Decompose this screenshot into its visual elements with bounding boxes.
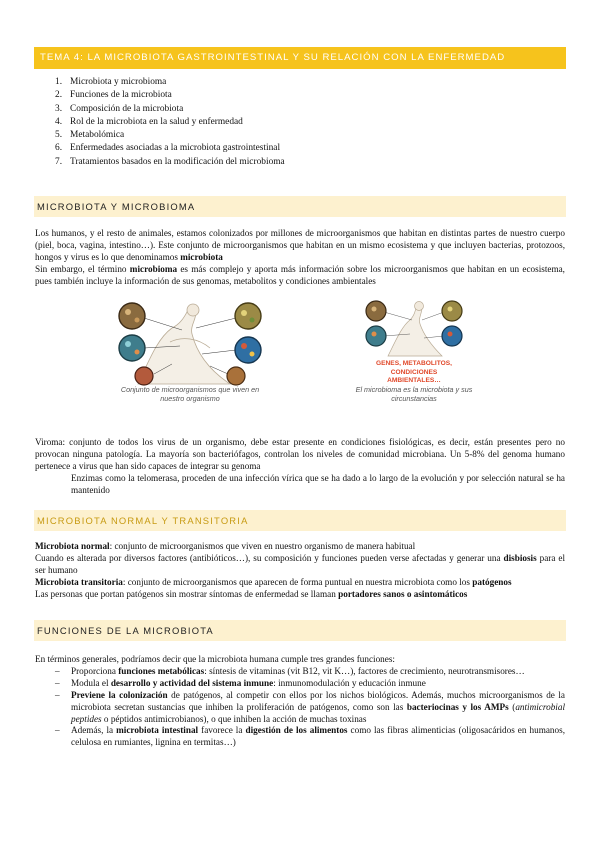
toc-item: 2. Funciones de la microbiota bbox=[55, 90, 172, 101]
section-heading-microbiota-microbioma: MICROBIOTA Y MICROBIOMA bbox=[34, 196, 566, 217]
figure-label: GENES, METABOLITOS, CONDICIONES AMBIENTALES… bbox=[376, 360, 452, 384]
section-microbiota-normal bbox=[35, 541, 565, 601]
paragraph: Microbiota transitoria: conjunto de microorganismos que aparecen de forma puntual en nuestra microbiota como los patógenos bbox=[35, 576, 512, 587]
microbiota-illustration bbox=[110, 298, 270, 386]
table-of-contents bbox=[55, 76, 285, 169]
toc-item: 1. Microbiota y microbioma bbox=[55, 77, 167, 87]
paragraph: Microbiota normal: conjunto de microorganismos que viven en nuestro organismo de manera habitual bbox=[35, 541, 416, 551]
functions-list bbox=[35, 666, 565, 749]
toc-item: 4. Rol de la microbiota en la salud y enfermedad bbox=[55, 116, 243, 127]
figure-caption: El microbioma es la microbiota y sus circunstancias bbox=[355, 385, 473, 403]
paragraph: Los humanos, y el resto de animales, estamos colonizados por millones de microorganismos que habitan en distintas partes de nuestro cuerpo (piel, boca, vagina, intestino…). Este conjunto de microorganismos que habitan en un mismo ecosistema y que incluyen bacterias, protozoos, hongos y virus es lo que denominamos microbiota bbox=[35, 228, 565, 262]
paragraph: Las personas que portan patógenos sin mostrar síntomas de enfermedad se llaman portadores sanos o asintomáticos bbox=[35, 588, 468, 599]
microbioma-illustration bbox=[362, 298, 466, 358]
section-heading-microbiota-normal-transitoria: MICROBIOTA NORMAL Y TRANSITORIA bbox=[34, 510, 566, 531]
paragraph: Cuando es alterada por diversos factores (antibióticos…), su composición y funciones pueden verse afectadas y generar una disbiosis para el ser humano bbox=[35, 552, 565, 575]
toc-item: 7. Tratamientos basados en la modificación del microbioma bbox=[55, 156, 285, 167]
list-item: – Además, la microbiota intestinal favorece la digestión de los alimentos como las fibras alimenticias (oligosacáridos en humanos, celulosa en rumiantes, lignina en termitas…) bbox=[55, 725, 565, 748]
paragraph: Viroma: conjunto de todos los virus de un organismo, debe estar presente en condiciones fisiológicas, es decir, están presentes pero no provocan ninguna patología. La mayoría son bacteriófagos, controlan los niveles de comunidad microbiana. Un 5-8% del genoma humano pertenece a virus que han sido capaces de integrar su genoma bbox=[35, 437, 565, 471]
figure-caption: Conjunto de microorganismos que viven en nuestro organismo bbox=[120, 385, 260, 403]
section-heading-funciones: FUNCIONES DE LA MICROBIOTA bbox=[34, 620, 566, 641]
viroma-paragraph bbox=[35, 437, 565, 497]
toc-item: 3. Composición de la microbiota bbox=[55, 103, 184, 114]
list-item: – Proporciona funciones metabólicas: síntesis de vitaminas (vit B12, vit K…), factores de crecimiento, neurotransmisores… bbox=[55, 665, 525, 676]
list-item: – Modula el desarrollo y actividad del sistema inmune: inmunomodulación y educación inmune bbox=[55, 677, 426, 688]
paragraph: Sin embargo, el término microbioma es más complejo y aporta más información sobre los microorganismos que habitan en un ecosistema, pues también incluye la información de sus genomas, metabolitos y condiciones ambientales bbox=[35, 263, 565, 286]
toc-item: 6. Enfermedades asociadas a la microbiota gastrointestinal bbox=[55, 143, 281, 154]
list-item: – Previene la colonización de patógenos, al competir con ellos por los nichos biológicos. Además, muchos microorganismos de la microbiota secretan sustancias que inhiben la proliferación de patógenos, como son las bacteriocinas y los AMPs (antimicrobial peptides o péptidos antimicrobianos), o que inhiben la acción de muchas toxinas bbox=[55, 689, 565, 724]
section-microbiota-intro bbox=[35, 228, 565, 288]
section-funciones bbox=[35, 654, 565, 749]
paragraph-indented: Enzimas como la telomerasa, proceden de una infección vírica que se ha dado a lo largo de la evolución y por selección natural se ha mantenido bbox=[71, 472, 565, 495]
paragraph: En términos generales, podríamos decir que la microbiota humana cumple tres grandes funciones: bbox=[35, 654, 395, 664]
toc-item: 5. Metabolómica bbox=[55, 130, 125, 141]
page-title: TEMA 4: LA MICROBIOTA GASTROINTESTINAL Y SU RELACIÓN CON LA ENFERMEDAD bbox=[34, 47, 566, 69]
